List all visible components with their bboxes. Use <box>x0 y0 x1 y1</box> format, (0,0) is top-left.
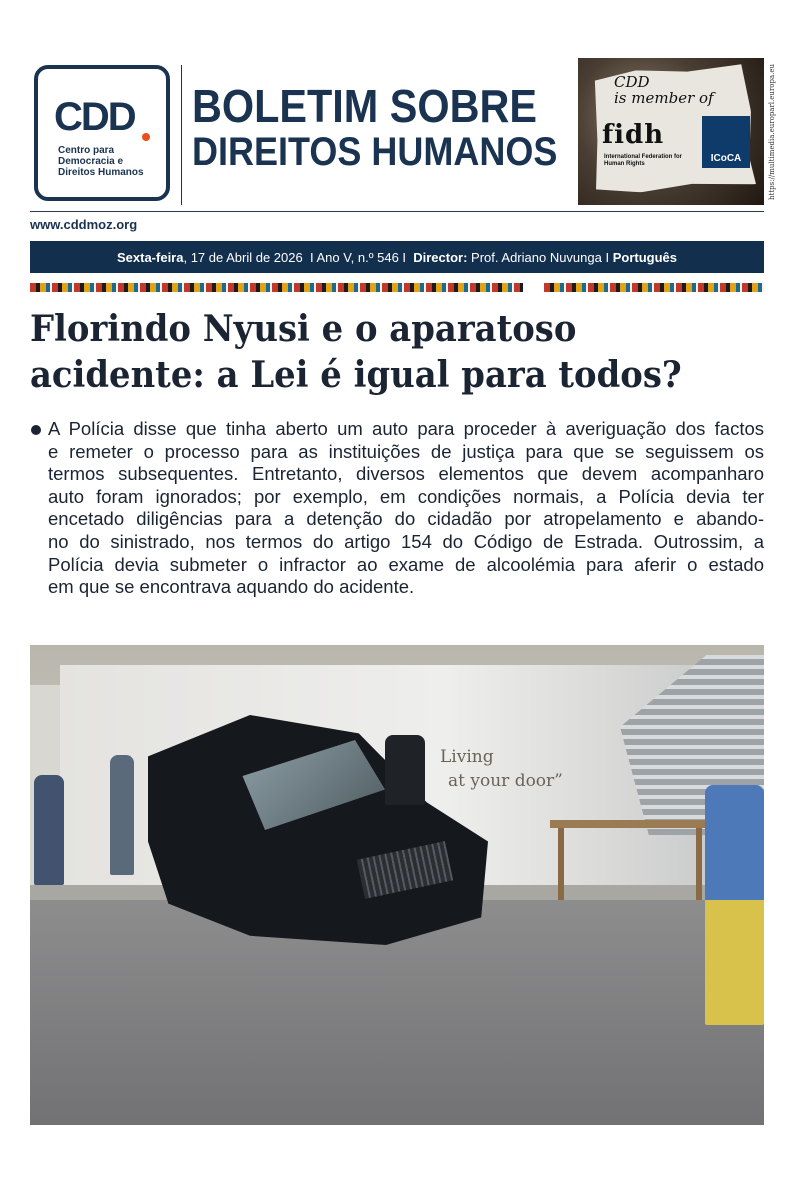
accident-photo <box>30 645 764 1125</box>
logo-sub-line-3: Direitos Humanos <box>58 167 144 178</box>
masthead-divider <box>181 65 182 205</box>
banner-slogan <box>440 745 563 793</box>
headline-line-2: acidente: a Lei é igual para todos? <box>30 354 682 396</box>
banner-slogan-line-2: at your door” <box>448 771 563 791</box>
fidh-membership-badge <box>578 58 764 205</box>
lead-line: e remeter o processo para as instituições de justiça para que se seguissem os <box>48 440 764 462</box>
issue-language: Português <box>612 249 677 265</box>
photo-person <box>705 785 764 1025</box>
logo-dot <box>142 133 150 141</box>
director-label: Director: <box>413 249 468 265</box>
headline-line-1: Florindo Nyusi e o aparatoso <box>30 308 577 350</box>
logo-sub-line-1: Centro para <box>58 145 115 156</box>
badge-line-1: CDD <box>614 73 650 91</box>
bulletin-title-line-1: BOLETIM SOBRE <box>192 80 538 132</box>
cdd-logo <box>34 65 170 201</box>
masthead-rule <box>30 211 764 212</box>
fidh-logo: fidh <box>602 120 665 150</box>
issue-info-bar <box>30 241 764 273</box>
lead-line: encetado diligências para a detenção do cidadão por atropelamento e abando- <box>48 508 764 530</box>
issue-date: , 17 de Abril de 2026 I Ano V, n.º 546 I <box>183 249 414 265</box>
cdd-logo-mark: CDD <box>54 95 135 139</box>
lead-line: no do sinistrado, nos termos do artigo 154 do Código de Estrada. Outrossim, a <box>48 530 764 552</box>
lead-line: termos subsequentes. Entretanto, diversos elementos que devem acompanharo <box>48 463 764 485</box>
photo-stall <box>550 820 710 900</box>
lead-line: A Polícia disse que tinha aberto um auto para proceder à averiguação dos factos <box>48 418 764 439</box>
lead-line: em que se encontrava aquando do acidente. <box>48 576 415 598</box>
article-headline <box>30 306 726 398</box>
decorative-pattern-strip <box>30 283 523 292</box>
website-link[interactable]: www.cddmoz.org <box>30 217 138 232</box>
lead-line: Polícia devia submeter o infractor ao exame de alcoolémia para aferir o estado <box>48 553 764 575</box>
cdd-logo-subtitle <box>58 145 166 178</box>
badge-line-2: is member of <box>614 89 714 107</box>
bullet-icon <box>31 425 41 435</box>
icoca-logo: ICoCA <box>702 116 750 168</box>
banner-slogan-line-1: Living <box>440 747 494 767</box>
decorative-pattern-strip-right <box>544 283 764 292</box>
article-lead <box>48 418 764 599</box>
photo-person <box>110 755 134 875</box>
fidh-subtitle: International Federation for Human Rights <box>604 154 683 167</box>
photo-person <box>34 775 64 885</box>
issue-day: Sexta-feira <box>116 249 184 265</box>
bulletin-title-line-2: DIREITOS HUMANOS <box>192 130 558 174</box>
photo-credit-url: https://multimedia.europarl.europa.eu <box>768 63 776 200</box>
bulletin-title <box>192 82 557 174</box>
director-name: Prof. Adriano Nuvunga I <box>467 249 613 265</box>
photo-person <box>385 735 425 805</box>
lead-line: auto foram ignorados; por exemplo, em condições normais, a Polícia devia ter <box>48 485 764 507</box>
logo-sub-line-2: Democracia e <box>58 156 124 167</box>
